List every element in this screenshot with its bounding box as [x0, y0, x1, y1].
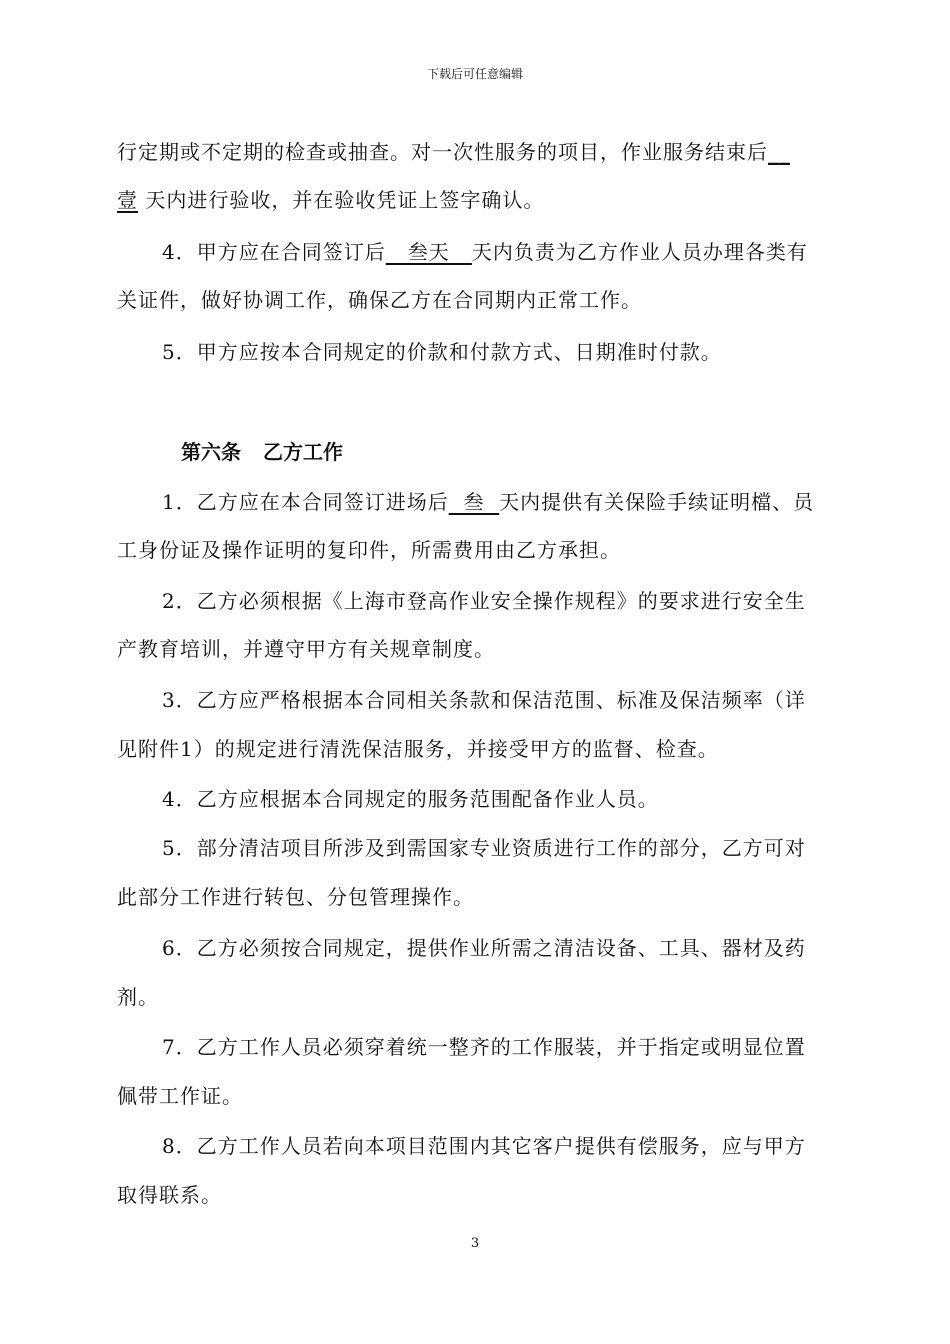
list-item-4: 4．乙方应根据本合同规定的服务范围配备作业人员。	[162, 787, 659, 811]
paragraph-line	[117, 140, 852, 164]
list-item-4	[162, 240, 852, 264]
list-item-8: 8．乙方工作人员若向本项目范围内其它客户提供有偿服务，应与甲方	[162, 1134, 806, 1158]
fill-blank: 叁天	[385, 240, 472, 264]
list-item-7: 7．乙方工作人员必须穿着统一整齐的工作服装，并于指定或明显位置	[162, 1035, 806, 1059]
paragraph-line: 工身份证及操作证明的复印件，所需费用由乙方承担。	[117, 538, 621, 562]
paragraph-line: 关证件，做好协调工作，确保乙方在合同期内正常工作。	[117, 288, 642, 312]
paragraph-line: 剂。	[117, 985, 159, 1009]
text: 天内负责为乙方作业人员办理各类有	[471, 240, 808, 264]
list-item-3: 3．乙方应严格根据本合同相关条款和保洁范围、标准及保洁频率（详	[162, 688, 806, 712]
section-heading	[181, 440, 343, 464]
fill-blank: 叁	[448, 490, 500, 514]
paragraph-line: 产教育培训，并遵守甲方有关规章制度。	[117, 637, 495, 661]
paragraph-line	[117, 188, 852, 212]
text: 天内进行验收，并在验收凭证上签字确认。	[145, 188, 545, 212]
fill-blank: __	[768, 140, 790, 164]
list-item-5: 5．部分清洁项目所涉及到需国家专业资质进行工作的部分，乙方可对	[162, 836, 806, 860]
text: 4．甲方应在合同签订后	[162, 240, 386, 264]
heading-number: 第六条	[181, 440, 241, 464]
paragraph-line: 见附件1）的规定进行清洗保洁服务，并接受甲方的监督、检查。	[117, 737, 719, 761]
list-item-6: 6．乙方必须按合同规定，提供作业所需之清洁设备、工具、器材及药	[162, 936, 806, 960]
fill-blank: 壹	[117, 188, 138, 212]
list-item-5: 5．甲方应按本合同规定的价款和付款方式、日期准时付款。	[162, 340, 722, 364]
paragraph-line: 佩带工作证。	[117, 1084, 243, 1108]
paragraph-line: 此部分工作进行转包、分包管理操作。	[117, 885, 474, 909]
text: 行定期或不定期的检查或抽查。对一次性服务的项目，作业服务结束后	[117, 140, 768, 164]
list-item-1	[162, 490, 852, 514]
text: 1．乙方应在本合同签订进场后	[162, 490, 449, 514]
page-header: 下载后可任意编辑	[426, 67, 523, 81]
heading-title: 乙方工作	[263, 440, 343, 464]
page-number: 3	[470, 1236, 480, 1251]
text: 天内提供有关保险手续证明檔、员	[499, 490, 815, 514]
paragraph-line: 取得联系。	[117, 1183, 222, 1207]
list-item-2: 2．乙方必须根据《上海市登高作业安全操作规程》的要求进行安全生	[162, 589, 806, 613]
